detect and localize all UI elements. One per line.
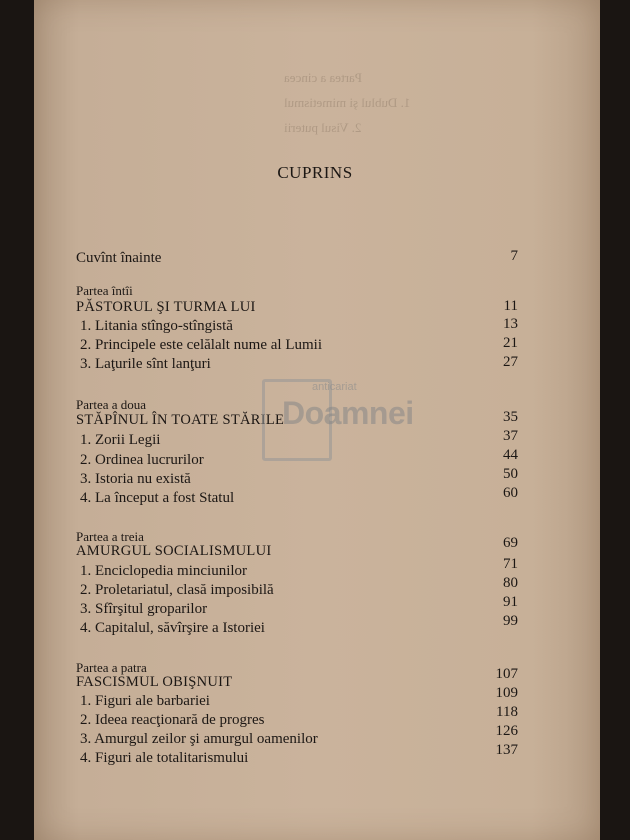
toc-entry: 3. Istoria nu există (80, 471, 191, 487)
bleed-through-text: Partea a cincea (284, 70, 362, 85)
toc-entry: 2. Principele este celălalt nume al Lumii (80, 337, 322, 353)
toc-entry: 1. Figuri ale barbariei (80, 693, 210, 709)
toc-entry-page: 27 (503, 354, 518, 370)
toc-preface-page: 7 (510, 248, 518, 264)
toc-entry: 2. Proletariatul, clasă imposibilă (80, 582, 274, 598)
toc-entry-page: 118 (496, 704, 518, 720)
toc-entry: 1. Enciclopedia minciunilor (80, 563, 248, 579)
part-page: 69 (503, 535, 518, 551)
watermark-big-text: Doamnei (282, 395, 414, 431)
toc-entry-page: 21 (503, 335, 518, 351)
toc-entry-page: 91 (503, 594, 518, 610)
toc-preface-label: Cuvînt înainte (76, 250, 162, 266)
toc-entry: 4. Capitalul, săvîrşire a Istoriei (80, 620, 265, 636)
part-label: Partea a doua (76, 397, 147, 412)
toc-entry: 3. Laţurile sînt lanţuri (80, 356, 211, 372)
toc-entry-page: 80 (503, 575, 518, 591)
toc-entry-page: 126 (495, 723, 518, 739)
part-label: Partea a patra (76, 660, 147, 675)
part-label: Partea a treia (76, 529, 144, 544)
part-heading: AMURGUL SOCIALISMULUI (76, 543, 272, 559)
part-heading: STĂPÎNUL ÎN TOATE STĂRILE (76, 412, 285, 428)
watermark-logo (262, 377, 422, 461)
toc-entry-page: 60 (503, 485, 518, 501)
part-heading: FASCISMUL OBIŞNUIT (76, 674, 233, 690)
toc-entry-page: 37 (503, 428, 518, 444)
toc-entry: 3. Amurgul zeilor şi amurgul oamenilor (80, 731, 318, 747)
toc-entry-page: 71 (503, 556, 518, 572)
bleed-through-text: 1. Dublul şi mimetismul (284, 95, 411, 110)
toc-entry-page: 99 (503, 613, 518, 629)
bleed-through-text: 2. Visul puterii (284, 120, 362, 135)
part-page: 35 (503, 409, 518, 425)
toc-entry: 3. Sfîrşitul groparilor (80, 601, 208, 617)
toc-entry: 2. Ideea reacţionară de progres (80, 712, 265, 728)
toc-entry: 1. Litania stîngo-stîngistă (80, 318, 233, 334)
toc-entry-page: 50 (503, 466, 518, 482)
toc-entry-page: 44 (503, 447, 518, 463)
part-heading: PĂSTORUL ŞI TURMA LUI (76, 299, 256, 315)
toc-entry: 4. Figuri ale totalitarismului (80, 750, 249, 766)
toc-entry-page: 13 (503, 316, 518, 332)
toc-entry: 1. Zorii Legii (80, 432, 161, 448)
toc-entry-page: 137 (495, 742, 518, 758)
toc-entry: 2. Ordinea lucrurilor (80, 452, 204, 468)
part-page: 11 (503, 298, 518, 314)
part-page: 107 (495, 666, 518, 682)
watermark-small-text: anticariat (312, 381, 357, 393)
toc-entry-page: 109 (495, 685, 518, 701)
toc-entry: 4. La început a fost Statul (80, 490, 235, 506)
page-title: CUPRINS (277, 163, 353, 182)
part-label: Partea întîi (76, 283, 133, 298)
